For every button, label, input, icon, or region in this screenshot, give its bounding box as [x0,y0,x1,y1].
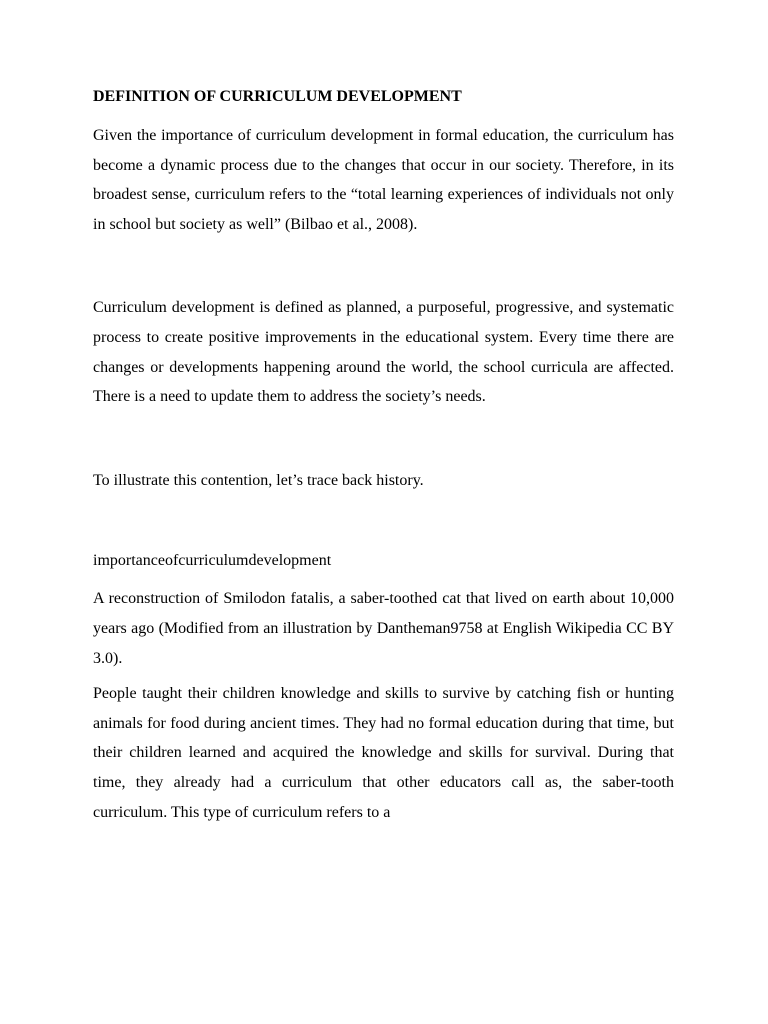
image-caption: importanceofcurriculumdevelopment [93,552,332,570]
paragraph-definition: Given the importance of curriculum development in formal education, the curriculum has become a dynamic process due to the changes that occur in our society. Therefore, in its broadest sense, curriculum refers to the “total learning experiences of individuals not only in school but society as well” (Bilbao et al., 2008). [93,127,674,233]
paragraph-saber-tooth-curriculum: People taught their children knowledge and skills to survive by catching fish or hunting animals for food during ancient times. They had no formal education during that time, but their children learned and acquired the knowledge and skills for survival. During that time, they already had a curriculum that other educators call as, the saber-tooth curriculum. This type of curriculum refers to a [93,685,674,821]
document-body [93,86,674,827]
document-heading: DEFINITION OF CURRICULUM DEVELOPMENT [93,88,462,105]
paragraph-trace-history: To illustrate this contention, let’s trace back history. [93,471,424,489]
paragraph-curriculum-development: Curriculum development is defined as planned, a purposeful, progressive, and systematic process to create positive improvements in the educational system. Every time there are changes or developments happening around the world, the school curricula are affected. There is a need to update them to address the society’s needs. [93,299,674,406]
paragraph-smilodon: A reconstruction of Smilodon fatalis, a saber-toothed cat that lived on earth about 10,000 years ago (Modified from an illustration by Dantheman9758 at English Wikipedia CC BY 3.0). [93,590,674,667]
